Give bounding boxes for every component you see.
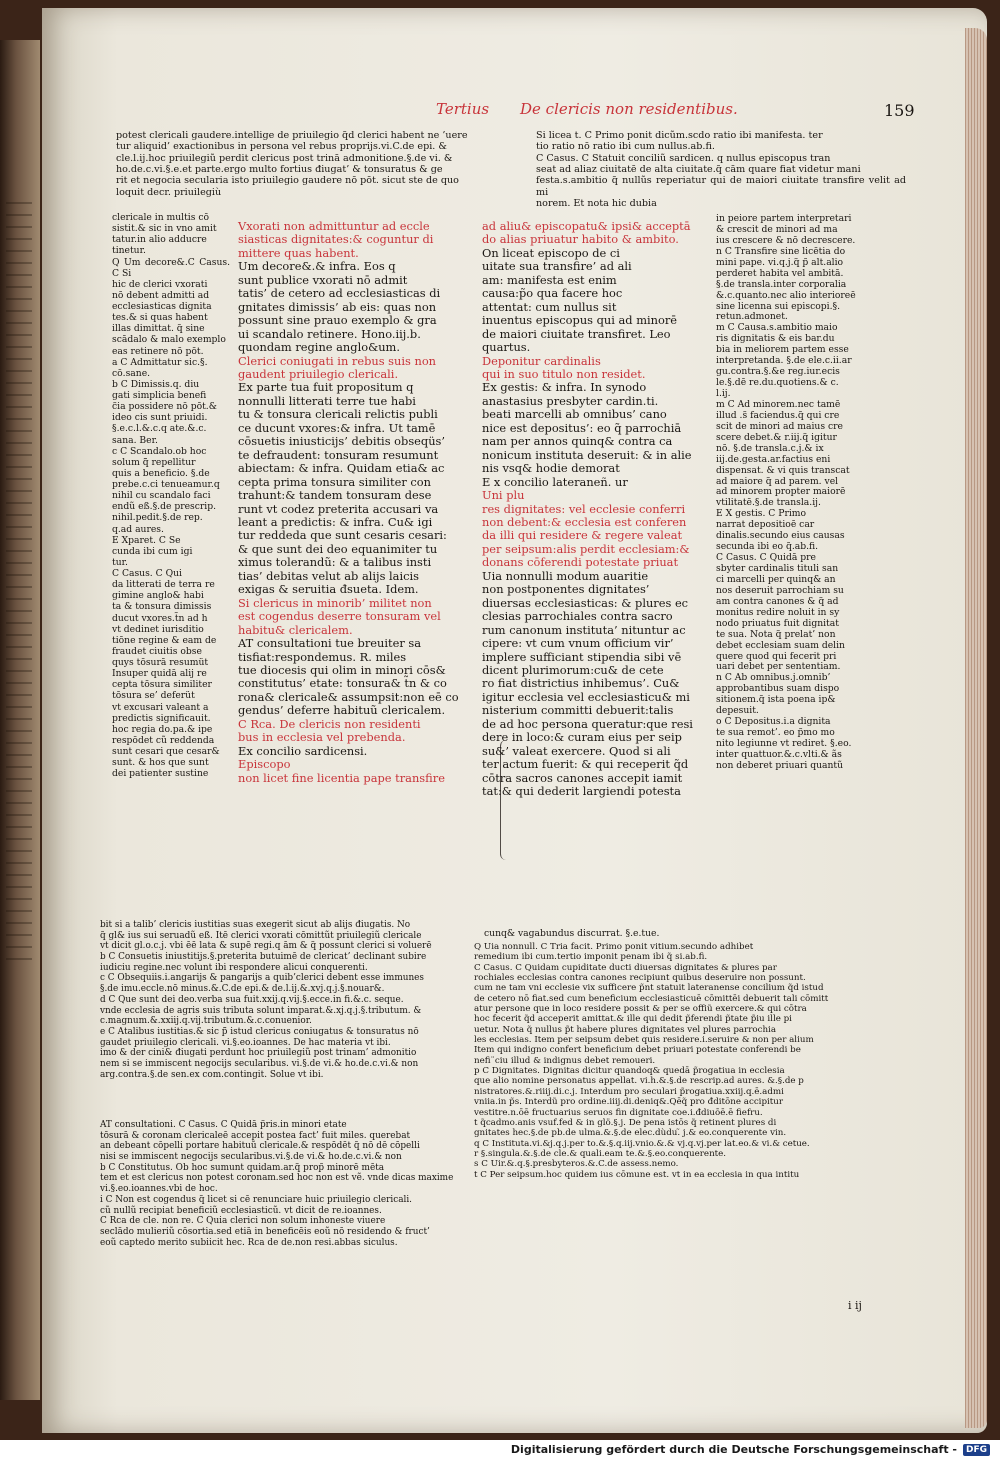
gloss-lower-right: Q Uia nonnull. C Tria facit. Primo ponit vitium.secundo adhibet remedium ibi cum.tertio imponit penam ibi q̃ si.ab.fi. C Casus. C Quidam cupiditate ducti diuersas dignitates & plures par rochiales ecclesias contra canones recipiunt quibus deseruire non possunt. cum ne tam vni ecclesie vix sufficere p̃nt statuit lateranense concilium q̃d istud de cetero nō fiat.sed cum beneficium ecclesiasticuē cōmittēi debuerit tali cōmitt atur persone que in loco residere possit & per se offiũ exercere.& qui cōtra hoc fecerit q̃d acceperit amittat.& ille qui dedit p̃ferendi p̃tate p̃iu ille pi uetur. Nota q̃ nullus p̃t habere plures dignitates vel plures parrochia les ecclesias. Item per seipsum debet quis residere.i.seruire & non per alium Item qui indigno confert beneficium debet priuari potestate conferendi be nefi¨ciu illud & indignus debet remoueri. p C Dignitates. Dignitas dicitur quandoq& quedā p̃rogatiua in ecclesia que alio nomine personatus appellat. vi.h.&.§.de rescrip.ad aures. &.§.de p nistratores.&.riiij.di.c.j. Interdum pro seculari p̃rogatiua.xxiij.q.ē.admi vniia.in p̃s. Interdũ pro ordine.iiij.di.deniq&.Qēq̃ pro đditōne accipitur vestitre.n.ōē fructuarius seruos fin dignitate coe.i.đdiuōē.ē fiefru. t q̃cadmo.anis vsuf.fed & in glö.§.j. De pena istōs q̃ retinent plures di gnitates hec.§.de pb.de ulma.&.§.de elec.dùdu.̃ j.& eo.conquerente vin. q C Instituta.vi.&j.q.j.per to.&.§.q.iij.vnio.&.& vj.q.vj.per lat.eo.& vi.& cetue. r §.singula.&.§.de cle.& quali.eam te.&.§.eo.conquerente. s C Uir.&.q.§.presbyteros.&.C.de assess.nemo. t C Per seipsum.hoc quidem ius cōmune est. vt in ea ecclesia in qua intitu bbox=[474, 942, 829, 1180]
text-ex-parte: Ex parte tua fuit propositum q nonnulli litterati terre tue habi tu & tonsura clericali relictis publi ce ducunt vxores:& infra. Ut tamē cōsuetis iniusticijs’ debitis obseqüs’ te defraudent: tonsuram resumunt abiectam: & infra. Quidam etia& ac cepta prima tonsura similiter con trahunt:& tandem tonsuram dese runt vt codez preterita accusari va leant a predictis: & infra. Cu& igi tur reddeda que sunt cesaris cesari: & que sunt dei deo equanimiter tu ximus tolerandũ: & a talibus insti tias’ debitas velut ab alijs laicis exigas & seruitia đsueta. Idem. bbox=[238, 380, 447, 597]
left-page-text-fragment bbox=[6, 200, 32, 960]
rubric-episcopo: Episcopo non licet fine licentia pape transfire bbox=[238, 757, 445, 785]
rubric-de-clericis: C Rca. De clericis non residenti bus in ecclesia vel prebenda. bbox=[238, 716, 421, 745]
footer-text: Digitalisierung gefördert durch die Deutsche Forschungsgemeinschaft - bbox=[510, 1443, 957, 1456]
rubric-uni-plures: Uni plu res dignitates: vel ecclesie conferri non debent:& ecclesia est conferen da illi qui residere & regere valeat per seipsum:alis perdit ecclesiam:& donans cōferendi potestate priuat bbox=[482, 488, 690, 570]
running-title-right: De clericis non residentibus. bbox=[520, 100, 738, 118]
running-title-left: Tertius bbox=[436, 100, 490, 118]
gloss-right-column: in peiore partem interpretari & crescit de minori ad ma ius crescere & nō decrescere. n C Transfire sine licētia do mini pape. vi.q.j.q̃ p̃ alt.alio perderet habita vel ambitā. §.de transla.inter corporalia &.c.quanto.nec alio interioreē sine licenna sui episcopi.§. retun.admonet. m C Causa.s.ambitio maio ris dignitatis & eis bar.du bia in meliorem partem esse interpretanda. §.de ele.c.ii.ar gu.contra.§.&e reg.iur.ecis le.§.dē re.du.quotiens.& c. l.ij. m C Ad minorem.nec tamē illud .s̃ faciendus.q̃ qui cre scit de minori ad maius cre scere debet.& r.iij.q̃ igitur nō. §.de transla.c.j.& ix iij.de.gesta.ar.factius eni dispensat. & vi quis transcat ad maiore q̃ ad parem. vel ad minorem propter maiorē vtilitatē.§.de transla.ij. E X gestis. C Primo narrat depositioē car dinalis.secundo eius causas secunda ibi eo q̃.ab.fi. C Casus. C Quidā pre sbyter cardinalis tituli san ci marcelli per quinq& an nos deseruit parrochiam su am contra canones & q̃ ad monitus redire noluit in sy nodo priuatus fuit dignitat te sua. Nota q̃ prelat’ non debet ecclesiam suam delin quere quod qui fecerit pri uari debet per sententiam. n C Ab omnibus.j.omnib’ approbantibus suam dispo sitionem.q̃ ista poena ip& depesuit. o C Depositus.i.a dignita te sua remot’. eo p̃mo mo nito legiunne vt rediret. §.eo. inter quattuor.&.c.vlti.& ãs non deberet priuari quantũ bbox=[716, 213, 856, 771]
folio-number: 159 bbox=[884, 101, 915, 120]
rubric-deponitur: Deponitur cardinalis qui in suo titulo non residet. bbox=[482, 353, 646, 381]
text-at-consultationi: AT consultationi tue breuiter sa tisfiat:respondemus. R. miles tue diocesis qui olim in minori cōs& constitutus’ etate: tonsura& t̃n & co rona& clericale& assumpsit:non eē co gendus’ deferre habituũ clericalem. bbox=[238, 636, 459, 718]
text-quia-nonnulli: Uia nonnulli modum auaritie non postponentes dignitates’ diuersas ecclesiasticas: & plures ec clesias parrochiales contra sacro rum canonum instituta’ nituntur ac cipere: vt cum vnum officium vir’ implere sufficiant stipendia sibi vē dicent plurimorum:cu& de cete ro fiat districtius inhibemus’. Cu& igitur ecclesia vel ecclesiasticu& mi nisterium committi debuerit:talis de ad hoc persona queratur:que resi dere in loco:& curam eius per seip su&’ valeat exercere. Quod si ali ter actum fuerit: & qui receperit q̃d cōtra sacros canones accepit iamit tat:& qui dederit largiendi potesta bbox=[482, 568, 693, 799]
page-fore-edge bbox=[965, 28, 987, 1428]
footer-credit bbox=[511, 1443, 990, 1456]
rubric-ad-aliuz: ad aliu& episcopatu& ipsi& acceptā do alias priuatur habito & ambito. bbox=[482, 219, 691, 247]
gloss-lower-right-head: cunq& vagabundus discurrat. §.e.tue. bbox=[484, 928, 660, 939]
text-column-b bbox=[238, 220, 460, 785]
rubric-si-clericus: Si clericus in minorib’ militet non est cogendus deserre tonsuram vel habitu& clericalem. bbox=[238, 595, 441, 637]
gloss-lower-left-tail: bit si a talib’ clericis iustitias suas exegerit sicut ab alijs điugatis. No q̃ gl& ius sui seruadũ eß. Itē clerici vxorati cōmittũt priuilegiũ clericale vt dicit gl.o.c.j. vbi ēē lata & supē regi.q ām & q̃ possunt clerici si voluerē b C Consuetis iniustitijs.§.preterita butuimē de clericat’ declinant subire iudiciu regine.nec volunt ibi respondere alicui conquerenti. c C Obsequiis.i.angarijs & pangarijs a quib’clerici debent esse immunes §.de imu.eccle.nō minus.&.C.de epi.& de.l.ij.&.xvj.q.j.§.nouar&. d C Que sunt dei deo.verba sua fuit.xxij.q.vij.§.ecce.in fi.&.c. seque. vnde ecclesia de agris suis tributa solunt imparat.&.xj.q.j.§.tributum. & c.magnum.&.xxiij.q.vij.tributum.&.c.conuenior. e C Atalibus iustitias.& sic p̃̃ istud clericus coniugatus & tonsuratus nō gaudet priuilegio clericali. vi.§.eo.ioannes. De hac materia vt ibi. imo & der cini& điugati perdunt hoc priuilegiũ post trinam’ admonitio nem si se immiscent negocijs secularibus. vi.§.de vi.& ho.de.c.vi.& non arg.contra.§.de sen.ex com.contingit. Solue vt ibi. bbox=[100, 920, 432, 1080]
book-page bbox=[42, 8, 987, 1433]
gloss-top-right: Si licea t. C Primo ponit dicũm.scdo ratio ibi manifesta. ter tio ratio nō ratio ibi cum nullus.ab.fi. C Casus. C Statuit conciliũ sardicen. q nullus episcopus tran seat ad aliaz ciuitatē de alta ciuitate.q̃ cām quare fiat videtur mani festa.s.ambitio q̃ nullũs reperiatur qui de maiori ciuitate transfire velit ad mi norem. Et nota hic dubia bbox=[536, 130, 906, 209]
rubric-clerici-coniugati: Clerici coniugati in rebus suis non gaudent priuilegio clericali. bbox=[238, 353, 437, 381]
rubric-vxorati: Vxorati non admittuntur ad eccle siasticas dignitates:& coguntur di mittere quas habent. bbox=[238, 219, 434, 260]
dfg-logo-icon: DFG bbox=[963, 1444, 990, 1456]
text-cum-decore: Um decore&.& infra. Eos q sunt publice vxorati nō admit tatis’ de cetero ad ecclesiasticas di gnitates dimissis’ ab eis: quas non possunt sine prauo exemplo & gra ui scandalo retinere. Hono.iij.b. quondam regine anglo&um. bbox=[238, 259, 441, 355]
left-page-edge bbox=[0, 40, 40, 1400]
text-ex-concilio-sardicensi: Ex concilio sardicensi. bbox=[238, 743, 368, 758]
signature-mark: i ij bbox=[848, 1299, 862, 1312]
gloss-lower-left: AT consultationi. C Casus. C Quidā p̃ris.in minori etate tōsurā & coronam clericaleē accepit postea fact’ fuit miles. querebat an debeant cōpelli portare habituũ clericale.& respōdēt q̃ nō dē cōpelli nisi se immiscent negocijs secularibus.vi.§.de vi.& ho.de.c.vi.& non b C Constitutus. Ob hoc sumunt quidam.ar.q̃ prop̃ minorē mēta tem et est clericus non potest coronam.sed hoc non est vẽ. vnde dicas maxime vi.§.eo.ioannes.vbi de hoc. i C Non est cogendus q̃ licet si cē renunciare huic priuilegio clericali. cũ nullũ recipiat beneficiũ ecclesiasticũ. vt dicit de re.ioannes. C Rca de cle. non re. C Quia clerici non solum inhoneste viuere seclādo mulieriũ cōsortia.sed etiā in beneficēis eoũ nō residendo & fruct’ eoũ captedo merito subiicit hec. Rca de de.non resi.abbas siculus. bbox=[100, 1120, 454, 1248]
text-ex-gestis: Ex gestis: & infra. In synodo anastasius presbyter cardin.ti. beati marcelli ab omnibus’ cano nice est depositus’: eo q̃ parrochiā nam per annos quinq& contra ca nonicum instituta deseruit: & in alie nis vsq& hodie demorat bbox=[482, 380, 692, 476]
gloss-top-left: potest clericali gaudere.intellige de priuilegio q̃d clerici habent ne ’uere tur aliquid’ exactionibus in persona vel rebus proprijs.vi.C.de epi. & cle.l.ij.hoc priuilegiũ perdit clericus post trinā admonitione.§.de vi. & ho.de.c.vi.§.e.et parte.ergo multo fortius điugat’ & tonsuratus & ge rit et negocia secularia isto priuilegio gaudere nō pōt. sicut ste de quo loquit decr. priuilegiù bbox=[116, 130, 468, 198]
gloss-left-column: clericale in multis cō sistit.& sic in vno amit tatur.in alio adducre tinetur. Q Um decore&.C Casus. C Si hic de clerici vxorati nō debent admitti ad ecclesiasticas dignita tes.& si quas habent illas dimittat. q̃ sine scādalo & malo exemplo eas retinere nō pōt. a C Admittatur sic.§. cō.sane. b C Dimissis.q. diu gati simplicia benefi c̃ia possidere nō pōt.& ideo cis sunt priuidi. §.e.c.l.&.c.q ate.&.c. sana. Ber. c C Scandalo.ob hoc solum q̃̃ repellitur quis a beneficio. §.de prebe.c.ci tenueamur.q nihil cu scandalo faci endũ eß.§.de prescrip. nihil.pedit.§.de rep. q.ad aures. E Xparet. C Se cunda ibi cum igi tur. C Casus. C Qui da litterati de terra re gimine anglo& habi ta & tonsura dimissis ducut vxores.t̃n ad h vt dedinet iurisditio tiōne regine & eam de fraudet ciuitis obse quys tōsurā resumüt Insuper quidā alij re cepta tōsura similiter tōsura se’ deferüt vt excusari valeant a predictis significauit. hoc regia do.pa.& ipe respōdet cũ reddenda sunt cesari que cesar& sunt. & hos que sunt dei patienter sustine bbox=[112, 212, 230, 780]
text-non-liceat: On liceat episcopo de ci uitate sua transfire’ ad ali am: manifesta est enim causa:p̃o qua facere hoc attentat: cum nullus sit inuentus episcopus qui ad minorē de maiori ciuitate transfiret. Leo quartus. bbox=[482, 245, 678, 355]
text-column-c bbox=[482, 220, 712, 798]
text-ex-concilio-lateranen: E x concilio lateraneñ. ur bbox=[482, 474, 628, 489]
